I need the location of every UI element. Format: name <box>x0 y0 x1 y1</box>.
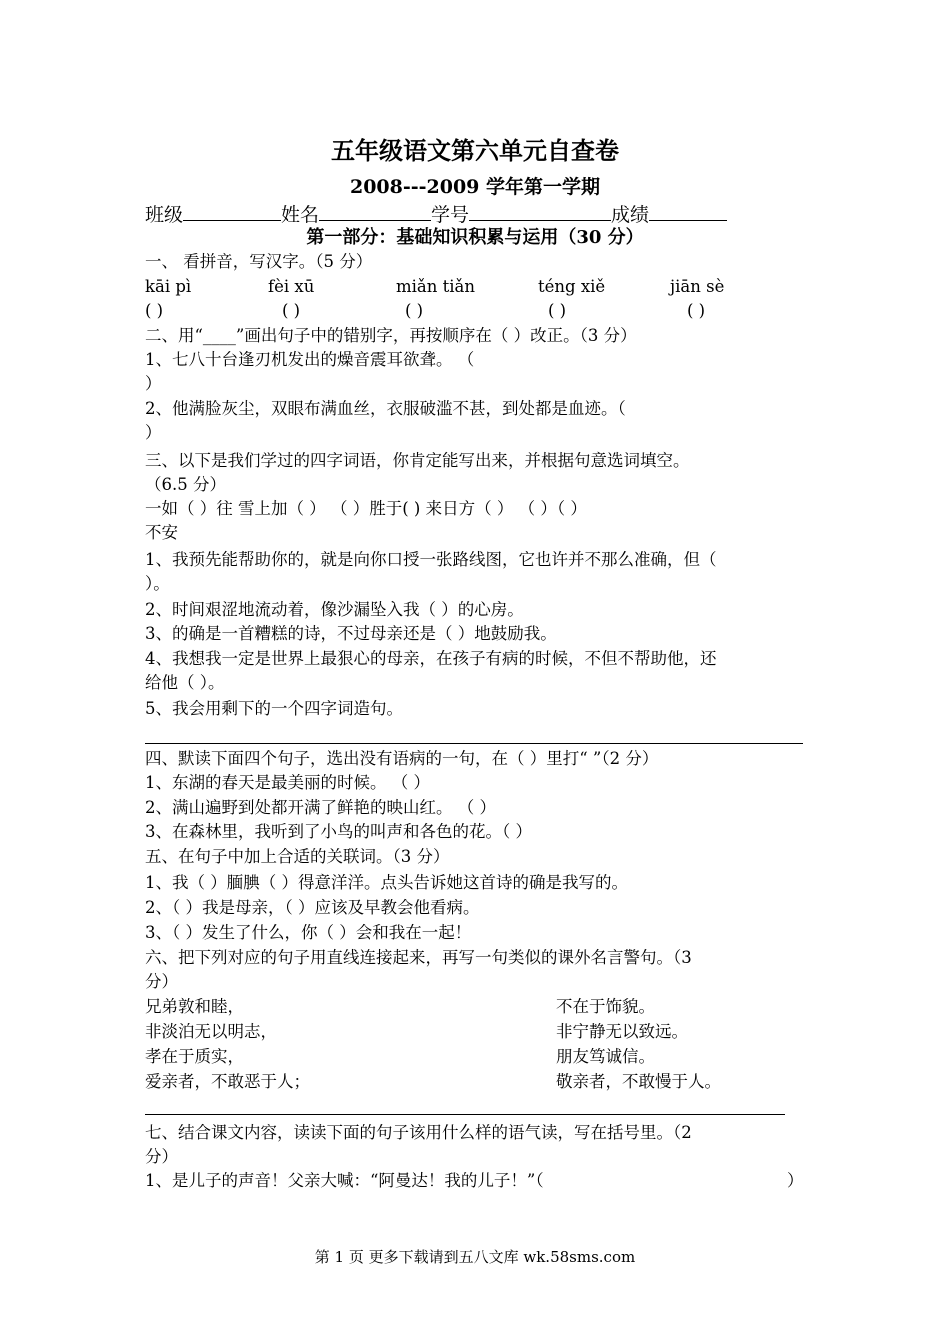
q6-right-1: 不在于饰貌。 <box>556 997 655 1016</box>
q3-title: 三、以下是我们学过的四字词语，你肯定能写出来，并根据句意选词填空。 <box>145 451 690 470</box>
q7-sentence-1-close: ） <box>787 1171 804 1190</box>
q5-sentence-1: 1、我（ ）腼腆（ ）得意洋洋。点头告诉她这首诗的确是我写的。 <box>145 873 628 892</box>
q2-title: 二、用“____”画出句子中的错别字，再按顺序在（ ）改正。（3 分） <box>145 326 637 345</box>
q1-pinyin-3: miǎn tiǎn <box>396 277 476 296</box>
name-blank[interactable] <box>319 198 431 221</box>
q1-pinyin-2: fèi xū <box>268 277 315 296</box>
q7-sentence-1: 1、是儿子的声音！父亲大喊：“阿曼达！我的儿子！”（ <box>145 1171 544 1190</box>
q3-sentence-4: 4、我想我一定是世界上最狠心的母亲，在孩子有病的时候，不但不帮助他，还 <box>145 649 717 668</box>
q1-answer-2[interactable]: ( ) <box>282 301 301 320</box>
number-label: 学号 <box>431 204 470 226</box>
name-label: 姓名 <box>281 204 320 226</box>
q1-answer-5[interactable]: ( ) <box>687 301 706 320</box>
q3-score: （6.5 分） <box>145 475 226 494</box>
q6-score: 分） <box>145 972 178 991</box>
q2-sentence-1: 1、七八十台逢刃机发出的燥音震耳欲聋。 （ <box>145 350 475 369</box>
q5-title: 五、在句子中加上合适的关联词。（3 分） <box>145 847 450 866</box>
q3-sentence-1: 1、我预先能帮助你的，就是向你口授一张路线图，它也许并不那么准确，但（ <box>145 550 717 569</box>
q4-sentence-2: 2、满山遍野到处都开满了鲜艳的映山红。 （ ） <box>145 798 496 817</box>
q1-pinyin-5: jiān sè <box>670 277 725 296</box>
q5-sentence-2: 2、（ ）我是母亲，（ ）应该及早教会他看病。 <box>145 898 480 917</box>
q1-pinyin-4: téng xiě <box>538 277 606 296</box>
exam-title: 五年级语文第六单元自查卷 <box>331 136 619 165</box>
q6-left-3: 孝在于质实， <box>145 1047 244 1066</box>
page-footer: 第 1 页 更多下载请到五八文库 wk.58sms.com <box>314 1248 636 1266</box>
q4-sentence-1: 1、东湖的春天是最美丽的时候。 （ ） <box>145 773 430 792</box>
q2-sentence-1-close: ） <box>145 374 162 393</box>
q3-words: 一如（ ）往 雪上加（ ） （ ）胜于( ) 来日方（ ） （ ）（ ） <box>145 499 587 518</box>
q6-right-3: 朋友笃诚信。 <box>556 1047 655 1066</box>
q3-sentence-4-cont: 给他（ ）。 <box>145 673 225 692</box>
q2-sentence-2: 2、他满脸灰尘，双眼布满血丝，衣服破滥不甚，到处都是血迹。（ <box>145 399 626 418</box>
q6-right-2: 非宁静无以致远。 <box>556 1022 688 1041</box>
q6-left-1: 兄弟敦和睦， <box>145 997 244 1016</box>
q5-sentence-3: 3、（ ）发生了什么，你（ ）会和我在一起！ <box>145 923 472 942</box>
q6-title: 六、把下列对应的句子用直线连接起来，再写一句类似的课外名言警句。（3 <box>145 948 692 967</box>
part-title: 第一部分：基础知识积累与运用（30 分） <box>306 227 644 248</box>
number-blank[interactable] <box>469 198 611 221</box>
q1-title: 一、 看拼音，写汉字。（5 分） <box>145 252 373 271</box>
class-label: 班级 <box>145 204 184 226</box>
exam-subtitle: 2008---2009 学年第一学期 <box>349 176 601 198</box>
q6-left-2: 非淡泊无以明志， <box>145 1022 277 1041</box>
q3-sentence-2: 2、时间艰涩地流动着，像沙漏坠入我（ ）的心房。 <box>145 600 524 619</box>
q6-left-4: 爱亲者，不敢恶于人； <box>145 1072 310 1091</box>
q7-title: 七、结合课文内容，读读下面的句子该用什么样的语气读，写在括号里。（2 <box>145 1123 692 1142</box>
q7-score: 分） <box>145 1147 178 1166</box>
score-blank[interactable] <box>649 198 727 221</box>
q3-sentence-1-cont: ）。 <box>145 574 170 593</box>
q1-answer-3[interactable]: ( ) <box>405 301 424 320</box>
q3-sentence-5: 5、我会用剩下的一个四字词造句。 <box>145 699 403 718</box>
q4-title: 四、默读下面四个句子，选出没有语病的一句，在（ ）里打“ ”（2 分） <box>145 749 659 768</box>
score-label: 成绩 <box>611 204 650 226</box>
q1-answer-1[interactable]: ( ) <box>145 301 164 320</box>
class-blank[interactable] <box>183 198 281 221</box>
q1-pinyin-1: kāi pì <box>145 277 192 296</box>
q3-answer-line[interactable] <box>145 743 803 744</box>
q2-sentence-2-close: ） <box>145 423 162 442</box>
q1-answer-4[interactable]: ( ) <box>548 301 567 320</box>
q3-words-cont: 不安 <box>145 523 178 542</box>
q6-answer-line[interactable] <box>145 1114 785 1115</box>
q3-sentence-3: 3、的确是一首糟糕的诗，不过母亲还是（ ）地鼓励我。 <box>145 624 557 643</box>
q4-sentence-3: 3、在森林里，我听到了小鸟的叫声和各色的花。（ ） <box>145 822 532 841</box>
q6-right-4: 敬亲者，不敢慢于人。 <box>556 1072 721 1091</box>
